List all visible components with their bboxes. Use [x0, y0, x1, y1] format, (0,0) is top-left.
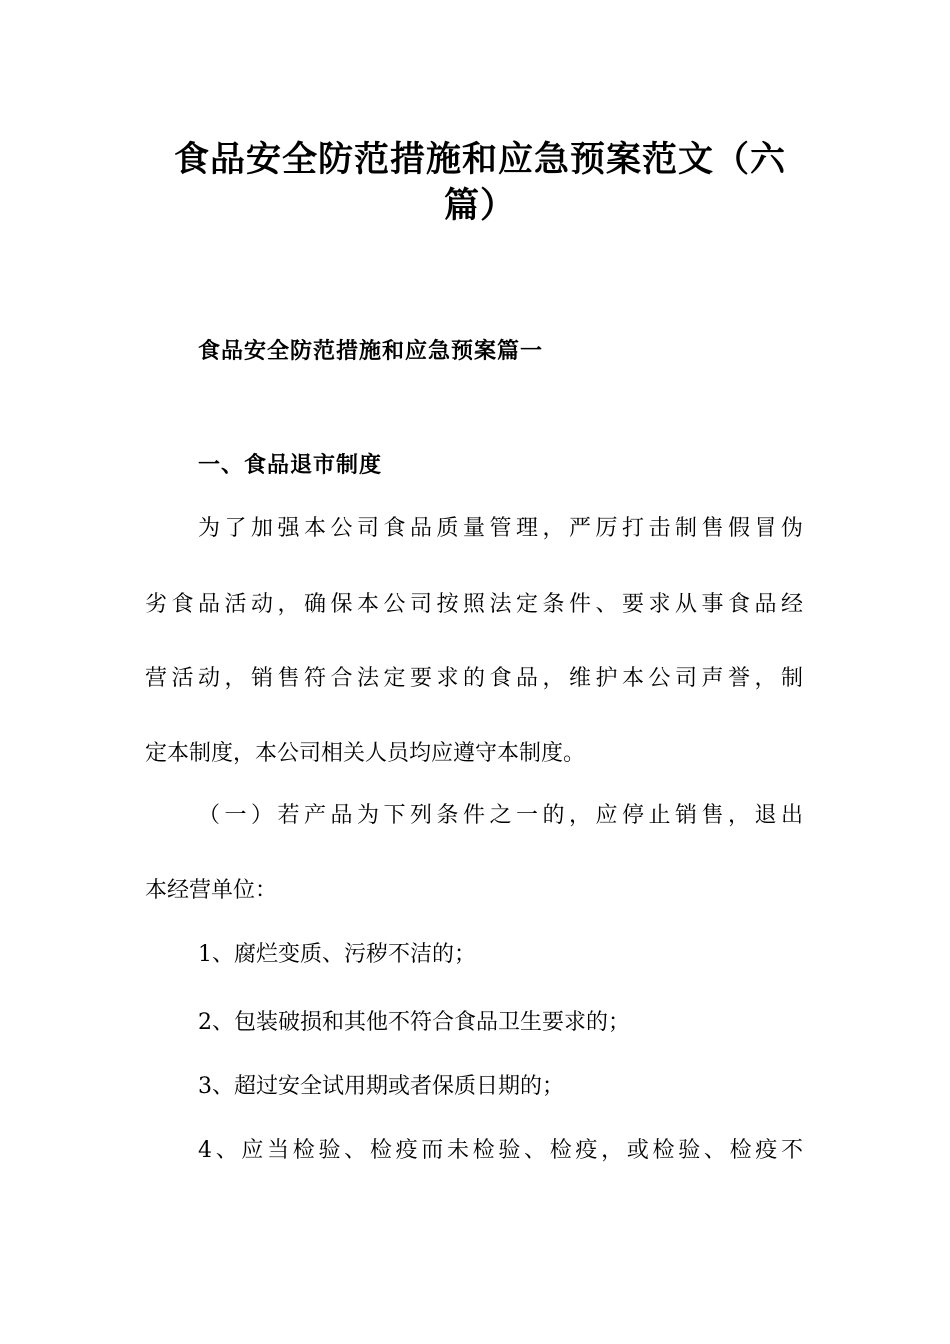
paragraph-2-line-2: 本经营单位： [145, 878, 278, 903]
list-item: 4、应当检验、检疫而未检验、检疫，或检验、检疫不 [198, 1138, 803, 1163]
document-title-line-1: 食品安全防范措施和应急预案范文（六 [173, 140, 786, 180]
list-item: 3、超过安全试用期或者保质日期的； [198, 1074, 564, 1099]
subheading-food-recall: 一、食品退市制度 [198, 453, 383, 478]
section-heading: 食品安全防范措施和应急预案篇一 [198, 339, 544, 364]
document-title-line-2: 篇） [443, 186, 516, 226]
list-item: 1、腐烂变质、污秽不洁的； [198, 942, 476, 967]
paragraph-1-line-3: 营活动，销售符合法定要求的食品，维护本公司声誉，制 [145, 666, 803, 691]
list-item: 2、包装破损和其他不符合食品卫生要求的； [198, 1010, 630, 1035]
paragraph-1-line-4: 定本制度，本公司相关人员均应遵守本制度。 [145, 741, 586, 766]
paragraph-2-line-1: （一）若产品为下列条件之一的，应停止销售，退出 [198, 803, 803, 828]
paragraph-1-line-1: 为了加强本公司食品质量管理，严厉打击制售假冒伪 [198, 516, 803, 541]
paragraph-1-line-2: 劣食品活动，确保本公司按照法定条件、要求从事食品经 [145, 592, 803, 617]
